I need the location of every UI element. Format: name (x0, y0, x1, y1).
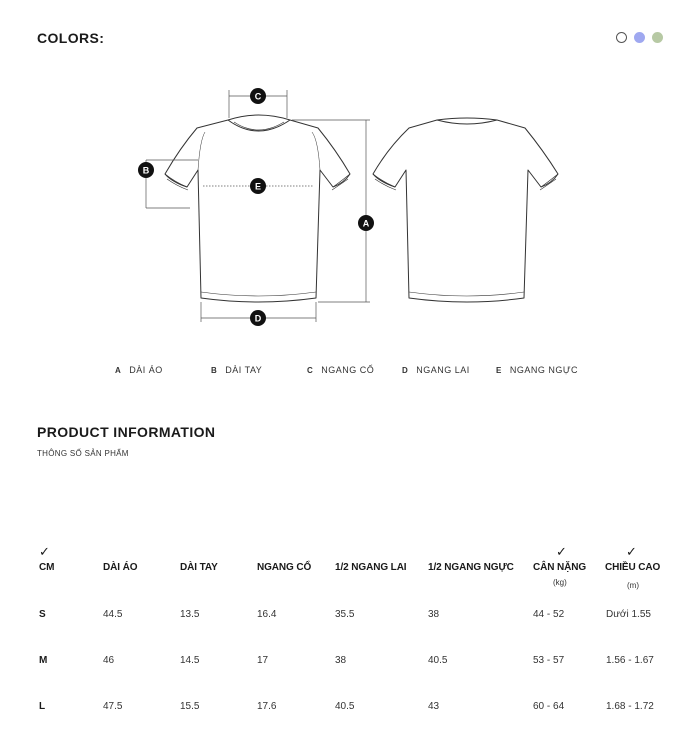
tshirt-back (373, 118, 558, 302)
table-cell: 38 (428, 609, 440, 620)
color-swatch-periwinkle[interactable] (634, 32, 645, 43)
table-cell: 38 (335, 655, 347, 666)
svg-text:C: C (254, 91, 262, 102)
header-ngang-lai: 1/2 NGANG LAI (335, 562, 407, 573)
tshirt-front (165, 115, 350, 302)
header-can-nang: CÂN NẶNG (533, 562, 587, 573)
colors-title: COLORS: (37, 30, 105, 46)
measurement-legend (0, 365, 700, 379)
table-cell: 47.5 (103, 701, 123, 712)
table-cell: 17.6 (257, 701, 277, 712)
table-cell: 1.68 - 1.72 (606, 701, 654, 712)
header-ngang-co: NGANG CỔ (257, 562, 312, 573)
table-cell: 40.5 (335, 701, 355, 712)
svg-text:E: E (254, 181, 262, 192)
marker-e (250, 178, 266, 194)
legend-item-b: B DÀI TAY (211, 365, 263, 375)
table-cell: 43 (428, 701, 440, 712)
check-icon: ✓ (39, 544, 50, 559)
legend-item-e: E NGANG NGỰC (496, 365, 579, 375)
table-cell: 40.5 (428, 655, 448, 666)
table-cell: 46 (103, 655, 115, 666)
svg-text:A: A (362, 218, 370, 229)
table-cell: 15.5 (180, 701, 200, 712)
header-can-nang-unit: (kg) (553, 578, 567, 587)
check-icon: ✓ (626, 544, 637, 559)
header-dai-ao: DÀI ÁO (103, 562, 138, 573)
product-information-subtitle: THÔNG SỐ SẢN PHẨM (37, 449, 129, 458)
table-cell: 35.5 (335, 609, 355, 620)
color-swatch-sage[interactable] (652, 32, 663, 43)
table-cell: 14.5 (180, 655, 200, 666)
svg-text:B: B (142, 165, 150, 176)
table-cell: 60 - 64 (533, 701, 565, 712)
header-ngang-nguc: 1/2 NGANG NGỰC (428, 562, 514, 573)
marker-a (358, 215, 374, 231)
header-dai-tay: DÀI TAY (180, 562, 218, 573)
size-label: S (39, 609, 46, 620)
marker-c (250, 88, 266, 104)
colors-header (37, 30, 663, 50)
table-cell: 1.56 - 1.67 (606, 655, 654, 666)
table-cell: 44.5 (103, 609, 123, 620)
header-chieu-cao: CHIỀU CAO (605, 562, 661, 573)
svg-text:D: D (254, 313, 262, 324)
size-label: M (39, 655, 48, 666)
marker-b (138, 162, 154, 178)
tshirt-diagram-svg (0, 80, 700, 330)
table-cell: 17 (257, 655, 269, 666)
table-cell: 53 - 57 (533, 655, 565, 666)
tshirt-measurement-diagram (0, 80, 700, 330)
table-cell: 16.4 (257, 609, 277, 620)
size-table (0, 540, 700, 730)
marker-d (250, 310, 266, 326)
size-label: L (39, 701, 46, 712)
color-swatch-white[interactable] (616, 32, 627, 43)
header-chieu-cao-unit: (m) (627, 581, 639, 590)
header-cm: CM (39, 562, 55, 573)
table-cell: Dưới 1.55 (606, 609, 651, 620)
legend-item-d: D NGANG LAI (402, 365, 470, 375)
table-cell: 13.5 (180, 609, 200, 620)
product-information-title: PRODUCT INFORMATION (37, 424, 216, 440)
check-icon: ✓ (556, 544, 567, 559)
legend-item-a: A DÀI ÁO (115, 365, 163, 375)
table-cell: 44 - 52 (533, 609, 565, 620)
color-swatches (616, 32, 663, 43)
legend-item-c: C NGANG CỔ (307, 365, 375, 375)
